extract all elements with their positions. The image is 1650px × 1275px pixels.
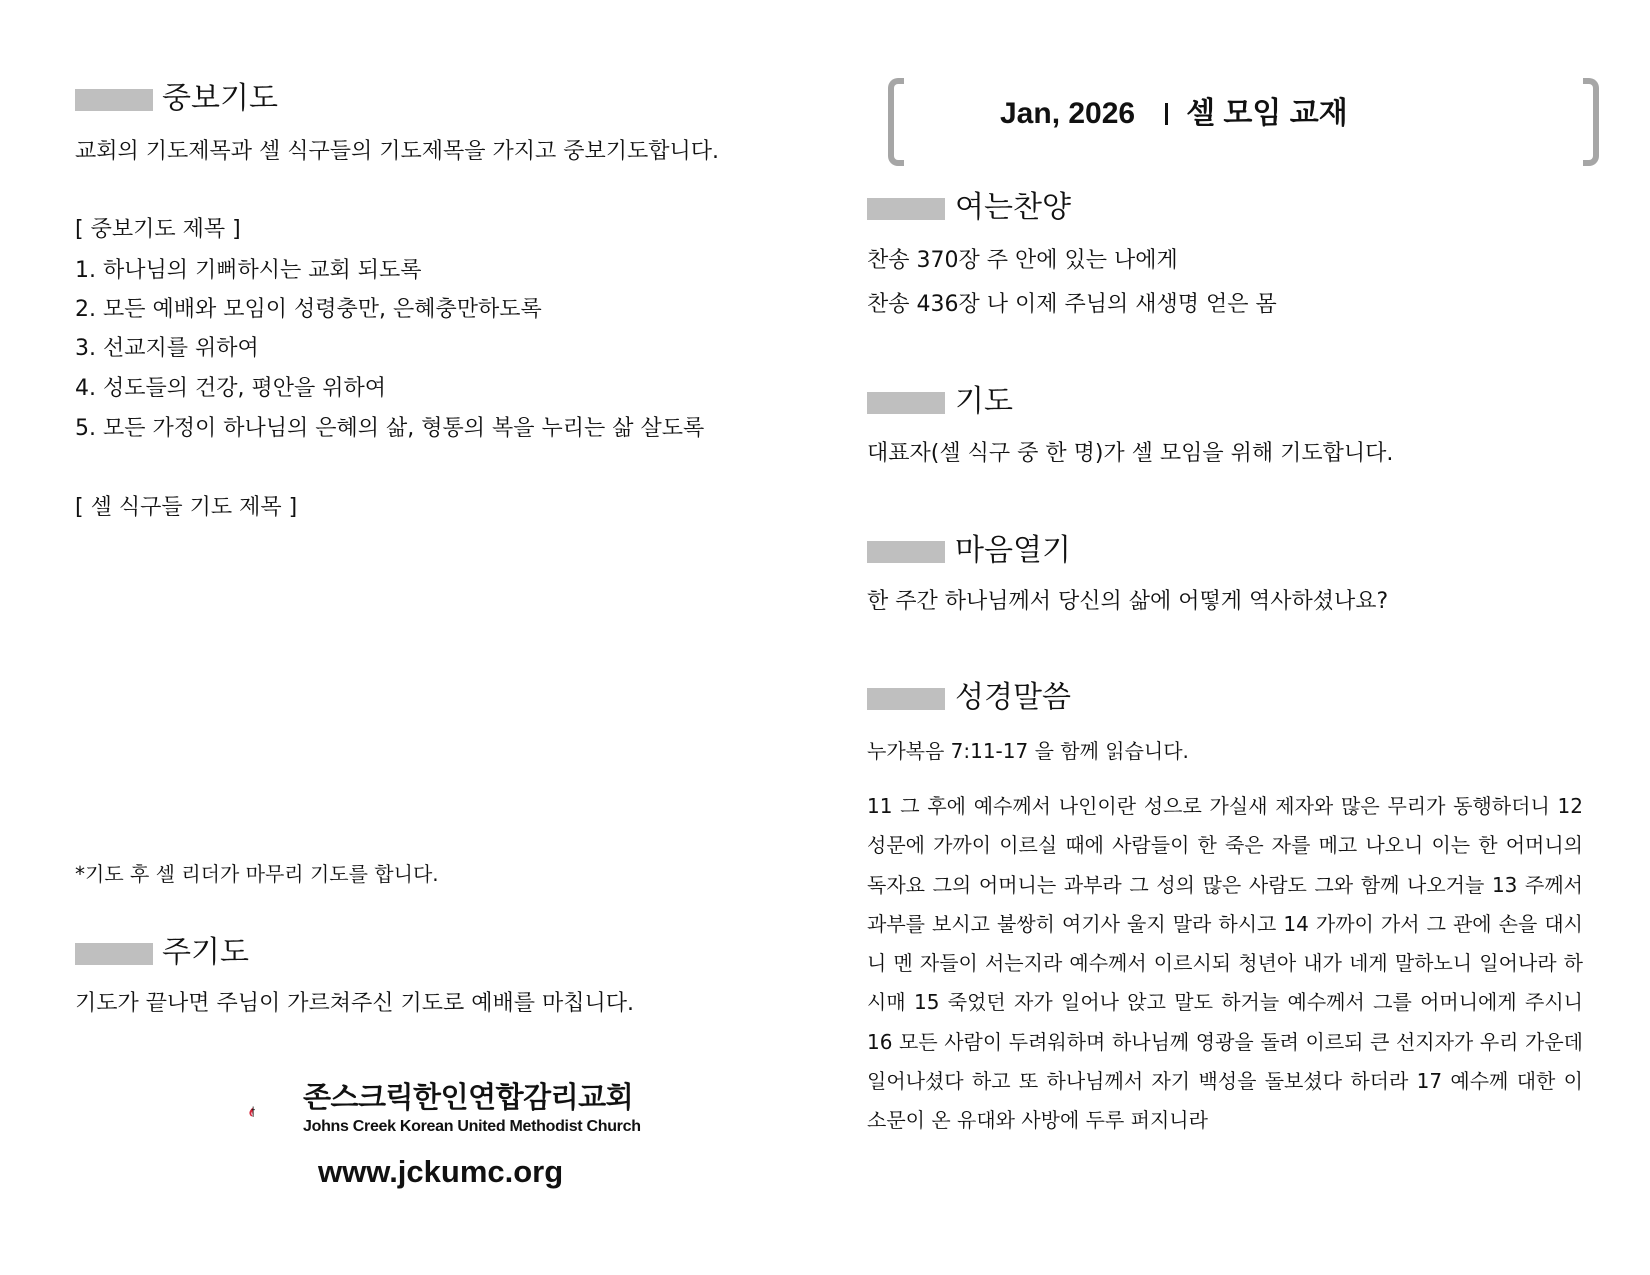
section-marker	[75, 89, 153, 111]
prayer-topics-title: [ 중보기도 제목 ]	[75, 217, 241, 242]
section-marker	[75, 943, 153, 965]
title-bracket-left	[888, 78, 904, 166]
section-marker	[867, 541, 945, 563]
prayer-topic-item: 1. 하나님의 기뻐하시는 교회 되도록	[75, 258, 422, 283]
hymn-line: 찬송 370장 주 안에 있는 나에게	[867, 248, 1178, 273]
intercession-heading: 중보기도	[162, 81, 278, 116]
scripture-heading: 성경말씀	[955, 680, 1071, 715]
cell-prayer-title: [ 셀 식구들 기도 제목 ]	[75, 495, 298, 520]
lords-prayer-heading: 주기도	[162, 935, 249, 970]
icebreaker-question: 한 주간 하나님께서 당신의 삶에 어떻게 역사하셨나요?	[867, 589, 1389, 614]
section-marker	[867, 198, 945, 220]
lords-prayer-text: 기도가 끝나면 주님이 가르쳐주신 기도로 예배를 마칩니다.	[75, 991, 635, 1016]
title-separator	[1165, 103, 1168, 125]
prayer-heading: 기도	[955, 384, 1013, 419]
prayer-topic-item: 3. 선교지를 위하여	[75, 336, 259, 361]
title-label: 셀 모임 교재	[1186, 97, 1348, 130]
scripture-reference: 누가복음 7:11-17 을 함께 읽습니다.	[867, 739, 1189, 763]
prayer-topic-item: 5. 모든 가정이 하나님의 은혜의 삶, 형통의 복을 누리는 삶 살도록	[75, 416, 705, 441]
church-name-english: Johns Creek Korean United Methodist Church	[303, 1118, 641, 1135]
scripture-passage: 11 그 후에 예수께서 나인이란 성으로 가실새 제자와 많은 무리가 동행하더니 12 성문에 가까이 이르실 때에 사람들이 한 죽은 자를 메고 나오니 이는 한 어머니의 독자요 그의 어머니는 과부라 그 성의 많은 사람도 그와 함께 나오거늘 13 주께서 과부를 보시고 불쌍히 여기사 울지 말라 하시고 14 가까이 가서 그 관에 손을 대시니 멘 자들이 서는지라 예수께서 이르시되 청년아 내가 네게 말하노니 일어나라 하시매 15 죽었던 자가 일어나 앉고 말도 하거늘 예수께서 그를 어머니에게 주시니 16 모든 사람이 두려워하며 하나님께 영광을 돌려 이르되 큰 선지자가 우리 가운데 일어나셨다 하고 또 하나님께서 자기 백성을 돌보셨다 하더라 17 예수께 대한 이 소문이 온 유대와 사방에 두루 퍼지니라	[867, 794, 1583, 1133]
hymn-line: 찬송 436장 나 이제 주님의 새생명 얻은 몸	[867, 292, 1277, 317]
cross-and-flame-icon	[249, 1106, 255, 1116]
prayer-topic-item: 4. 성도들의 건강, 평안을 위하여	[75, 376, 386, 401]
closing-prayer-note: *기도 후 셀 리더가 마무리 기도를 합니다.	[75, 862, 439, 886]
church-name-korean: 존스크릭한인연합감리교회	[303, 1080, 634, 1114]
page-title	[1000, 94, 1560, 134]
opening-hymn-heading: 여는찬양	[955, 190, 1071, 225]
church-website-link[interactable]: www.jckumc.org	[318, 1154, 564, 1189]
icebreaker-heading: 마음열기	[955, 533, 1071, 568]
title-bracket-right	[1583, 78, 1599, 166]
prayer-text: 대표자(셀 식구 중 한 명)가 셀 모임을 위해 기도합니다.	[867, 441, 1394, 466]
church-logo	[248, 1077, 308, 1147]
title-date: Jan, 2026	[1000, 97, 1136, 130]
prayer-topic-item: 2. 모든 예배와 모임이 성령충만, 은혜충만하도록	[75, 297, 542, 322]
intercession-intro: 교회의 기도제목과 셀 식구들의 기도제목을 가지고 중보기도합니다.	[75, 139, 720, 164]
section-marker	[867, 392, 945, 414]
section-marker	[867, 688, 945, 710]
